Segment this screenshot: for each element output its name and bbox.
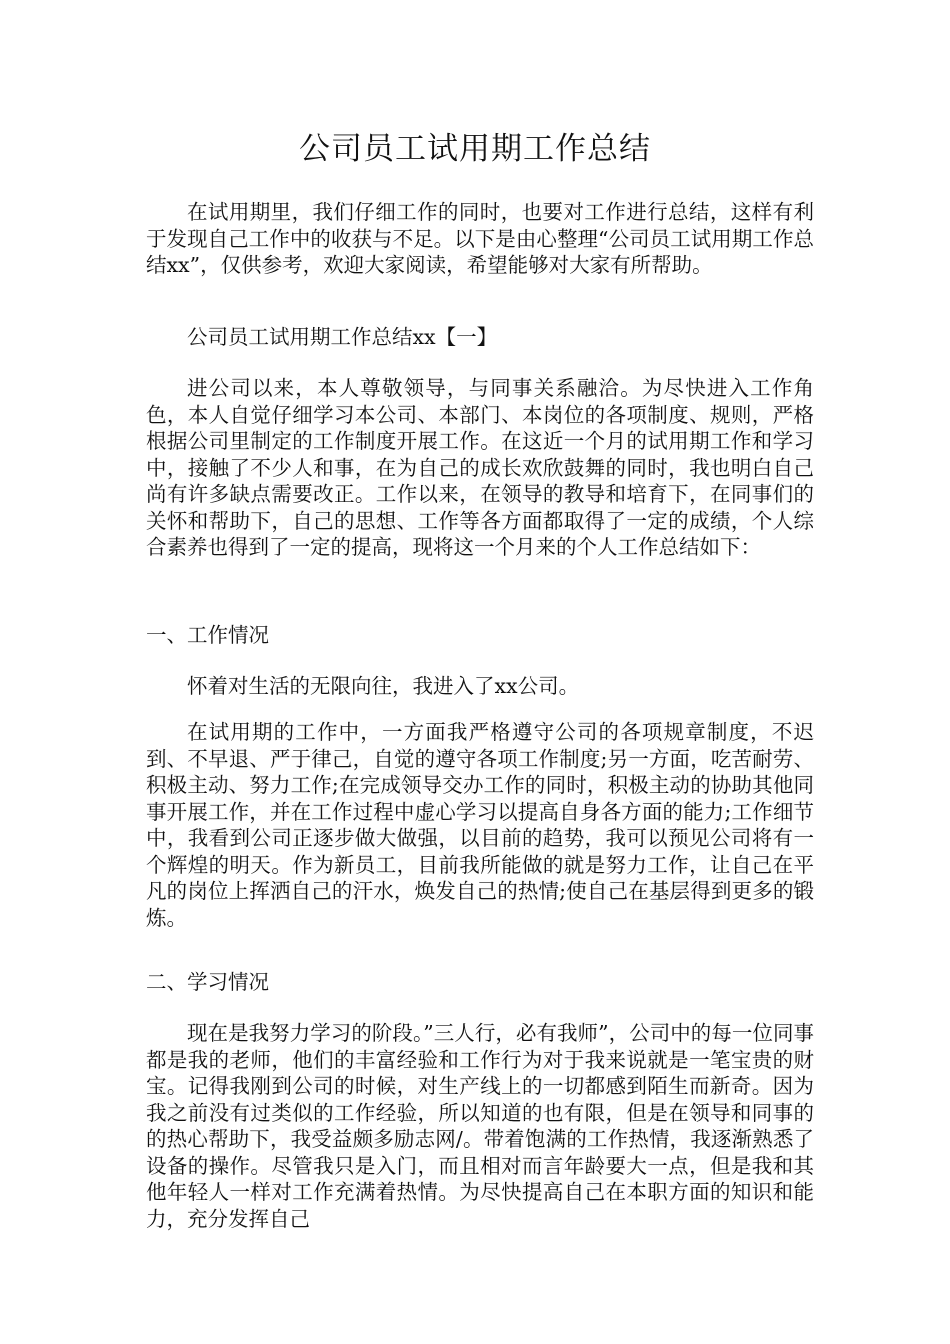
document-title: 公司员工试用期工作总结 bbox=[299, 131, 651, 167]
section-work-paragraph-2: 在试用期的工作中，一方面我严格遵守公司的各项规章制度，不迟到、不早退、严于律己，自觉的遵守各项工作制度;另一方面，吃苦耐劳、积极主动、努力工作;在完成领导交办工作的同时，积极主动的协助其他同事开展工作，并在工作过程中虚心学习以提高自身各方面的能力;工作细节中，我看到公司正逐步做大做强，以目前的趋势，我可以预见公司将有一个辉煌的明天。作为新员工，目前我所能做的就是努力工作，让自己在平凡的岗位上挥洒自己的汗水，焕发自己的热情;使自己在基层得到更多的锻炼。 bbox=[146, 720, 814, 930]
section-study-paragraph-1: 现在是我努力学习的阶段。”三人行，必有我师”，公司中的每一位同事都是我的老师，他们的丰富经验和工作行为对于我来说就是一笔宝贵的财宝。记得我刚到公司的时候，对生产线上的一切都感到陌生而新奇。因为我之前没有过类似的工作经验，所以知道的也有限，但是在领导和同事的的热心帮助下，我受益颇多励志网/。带着饱满的工作热情，我逐渐熟悉了设备的操作。尽管我只是入门，而且相对而言年龄要大一点，但是我和其他年轻人一样对工作充满着热情。为尽快提高自己在本职方面的知识和能力，充分发挥自己 bbox=[146, 1021, 814, 1231]
section-heading-work: 一、工作情况 bbox=[146, 623, 269, 647]
body-paragraph-1: 进公司以来，本人尊敬领导，与同事关系融洽。为尽快进入工作角色，本人自觉仔细学习本公司、本部门、本岗位的各项制度、规则，严格根据公司里制定的工作制度开展工作。在这近一个月的试用期工作和学习中，接触了不少人和事，在为自己的成长欢欣鼓舞的同时，我也明白自己尚有许多缺点需要改正。工作以来，在领导的教导和培育下，在同事们的关怀和帮助下，自己的思想、工作等各方面都取得了一定的成绩，个人综合素养也得到了一定的提高，现将这一个月来的个人工作总结如下： bbox=[146, 376, 814, 559]
section-heading-study: 二、学习情况 bbox=[146, 970, 269, 994]
section-work-paragraph-1: 怀着对生活的无限向往，我进入了xx公司。 bbox=[187, 674, 580, 698]
part-title: 公司员工试用期工作总结xx【一】 bbox=[187, 325, 498, 349]
intro-paragraph: 在试用期里，我们仔细工作的同时，也要对工作进行总结，这样有利于发现自己工作中的收获与不足。以下是由心整理“公司员工试用期工作总结xx”，仅供参考，欢迎大家阅读，希望能够对大家有所帮助。 bbox=[146, 200, 814, 277]
